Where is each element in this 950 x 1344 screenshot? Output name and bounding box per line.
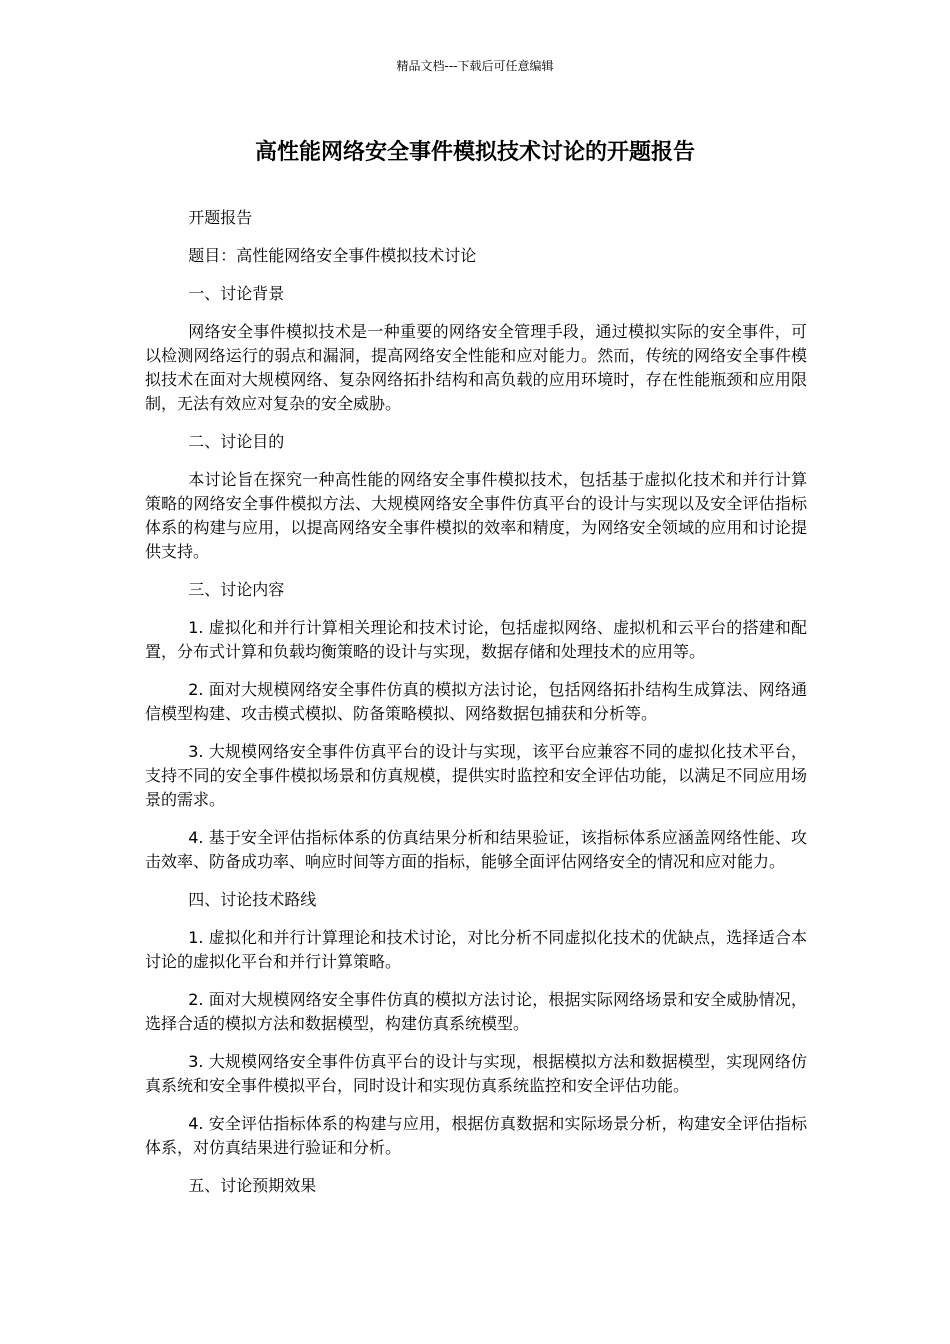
- section-heading-background: 一、讨论背景: [188, 284, 285, 303]
- label-report: 开题报告: [188, 208, 253, 227]
- section-heading-expected-results: 五、讨论预期效果: [188, 1176, 317, 1195]
- paragraph-background: 网络安全事件模拟技术是一种重要的网络安全管理手段，通过模拟实际的安全事件，可以检测网络运行的弱点和漏洞，提高网络安全性能和应对能力。然而，传统的网络安全事件模拟技术在面对大规模网络、复杂网络拓扑结构和高负载的应用环境时，存在性能瓶颈和应用限制，无法有效应对复杂的安全威胁。: [145, 322, 807, 413]
- route-item-2: 2. 面对大规模网络安全事件仿真的模拟方法讨论，根据实际网络场景和安全威胁情况，选择合适的模拟方法和数据模型，构建仿真系统模型。: [145, 990, 807, 1033]
- route-item-1: 1. 虚拟化和并行计算理论和技术讨论，对比分析不同虚拟化技术的优缺点，选择适合本讨论的虚拟化平台和并行计算策略。: [145, 928, 807, 971]
- content-item-3: 3. 大规模网络安全事件仿真平台的设计与实现，该平台应兼容不同的虚拟化技术平台，支持不同的安全事件模拟场景和仿真规模，提供实时监控和安全评估功能，以满足不同应用场景的需求。: [145, 742, 807, 809]
- content-item-4: 4. 基于安全评估指标体系的仿真结果分析和结果验证，该指标体系应涵盖网络性能、攻击效率、防备成功率、响应时间等方面的指标，能够全面评估网络安全的情况和应对能力。: [145, 828, 807, 871]
- content-item-1: 1. 虚拟化和并行计算相关理论和技术讨论，包括虚拟网络、虚拟机和云平台的搭建和配置，分布式计算和负载均衡策略的设计与实现，数据存储和处理技术的应用等。: [145, 618, 807, 661]
- section-heading-purpose: 二、讨论目的: [188, 432, 285, 451]
- document-body: [145, 206, 807, 1212]
- document-title: 高性能网络安全事件模拟技术讨论的开题报告: [254, 140, 695, 165]
- label-topic: 题目：高性能网络安全事件模拟技术讨论: [188, 246, 477, 265]
- page-header: 精品文档---下载后可任意编辑: [396, 59, 554, 73]
- route-item-3: 3. 大规模网络安全事件仿真平台的设计与实现，根据模拟方法和数据模型，实现网络仿真系统和安全事件模拟平台，同时设计和实现仿真系统监控和安全评估功能。: [145, 1052, 807, 1095]
- section-heading-content: 三、讨论内容: [188, 580, 285, 599]
- paragraph-purpose: 本讨论旨在探究一种高性能的网络安全事件模拟技术，包括基于虚拟化技术和并行计算策略的网络安全事件模拟方法、大规模网络安全事件仿真平台的设计与实现以及安全评估指标体系的构建与应用，以提高网络安全事件模拟的效率和精度，为网络安全领域的应用和讨论提供支持。: [145, 470, 807, 561]
- content-item-2: 2. 面对大规模网络安全事件仿真的模拟方法讨论，包括网络拓扑结构生成算法、网络通信模型构建、攻击模式模拟、防备策略模拟、网络数据包捕获和分析等。: [145, 680, 807, 723]
- section-heading-technical-route: 四、讨论技术路线: [188, 890, 317, 909]
- route-item-4: 4. 安全评估指标体系的构建与应用，根据仿真数据和实际场景分析，构建安全评估指标体系，对仿真结果进行验证和分析。: [145, 1114, 807, 1157]
